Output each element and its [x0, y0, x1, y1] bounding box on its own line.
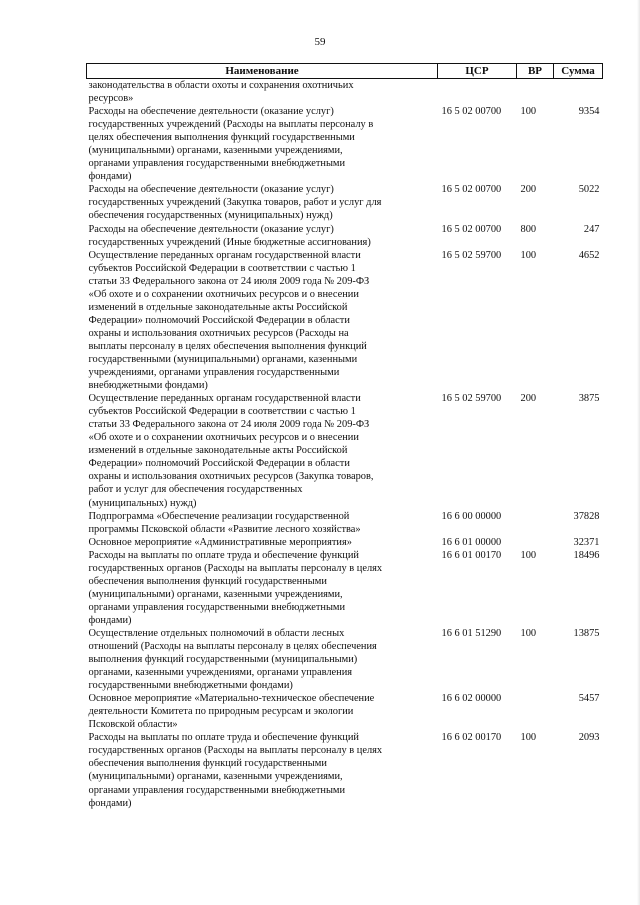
row-name-line: Основное мероприятие «Административные мероприятия»	[88, 536, 352, 548]
row-vr-cell: 800	[520, 223, 537, 235]
table-row	[87, 183, 603, 222]
table-header-row	[87, 64, 603, 79]
row-csr-cell: 16 6 00 00000	[441, 510, 502, 522]
row-vr-cell	[517, 692, 554, 731]
row-name-line: целях обеспечения выполнения функций государственными	[88, 132, 355, 144]
row-sum-cell: 37828	[573, 510, 600, 522]
row-name-line: охраны и использования охотничьих ресурсов (Расходы на	[88, 327, 349, 339]
row-name-line: (муниципальных) нужд)	[88, 497, 197, 509]
row-csr-cell: 16 5 02 59700	[441, 393, 502, 405]
table-row	[87, 627, 603, 692]
row-name-line: Осуществление переданных органам государственной власти	[88, 249, 361, 261]
row-name-line: учреждениями, органами управления государственными	[88, 367, 340, 379]
row-csr-cell	[438, 79, 517, 106]
header-csr: ЦСР	[438, 64, 517, 79]
row-csr-cell: 16 6 02 00000	[441, 693, 502, 705]
row-name-cell	[87, 549, 438, 627]
row-csr-cell: 16 6 01 51290	[441, 627, 502, 639]
row-name-line: Расходы на обеспечение деятельности (оказание услуг)	[88, 184, 334, 196]
row-name-line: законодательства в области охоты и сохранения охотничьих	[88, 80, 354, 91]
row-name-cell	[87, 510, 438, 536]
row-csr-cell: 16 6 02 00170	[441, 732, 502, 744]
row-name-line: фондами)	[88, 171, 132, 183]
row-name-line: «Об охоте и о сохранении охотничьих ресурсов и о внесении	[88, 432, 359, 444]
table-row	[87, 536, 603, 549]
row-name-line: (муниципальными) органами, казенными учреждениями,	[88, 771, 343, 783]
row-name-line: Расходы на выплаты по оплате труда и обеспечение функций	[88, 549, 359, 561]
row-name-line: органами, казенными учреждениями, органами управления	[88, 667, 353, 679]
row-sum-cell: 13875	[573, 627, 600, 639]
row-name-line: (муниципальными) органами, казенными учреждениями,	[88, 588, 343, 600]
row-name-line: программы Псковской области «Развитие лесного хозяйства»	[88, 523, 361, 535]
table-row	[87, 392, 603, 509]
row-name-line: субъектов Российской Федерации в соответствии с частью 1	[88, 406, 356, 418]
row-name-line: органами управления государственными внебюджетными	[88, 601, 346, 613]
row-vr-cell: 100	[520, 249, 537, 261]
row-name-cell	[87, 79, 438, 106]
row-name-line: выплаты персоналу в целях обеспечения выполнения функций	[88, 340, 367, 352]
row-vr-cell: 100	[520, 549, 537, 561]
table-row	[87, 549, 603, 627]
row-name-line: внебюджетными фондами)	[88, 380, 208, 392]
row-vr-cell: 200	[520, 184, 537, 196]
row-name-line: государственных органов (Расходы на выплаты персоналу в целях	[88, 562, 383, 574]
row-name-line: государственных учреждений (Закупка товаров, работ и услуг для	[88, 197, 382, 209]
table-row	[87, 249, 603, 393]
row-name-line: Федерации» полномочий Российской Федерации в области	[88, 314, 350, 326]
row-sum-cell: 2093	[578, 732, 600, 744]
row-name-line: изменений в отдельные законодательные акты Российской	[88, 301, 348, 313]
row-name-line: (муниципальными) органами, казенными учреждениями,	[88, 145, 343, 157]
row-name-line: статьи 33 Федерального закона от 24 июля 2009 года № 209-ФЗ	[88, 275, 370, 287]
row-name-line: Расходы на выплаты по оплате труда и обеспечение функций	[88, 732, 359, 744]
row-name-line: работ и услуг для обеспечения государственных	[88, 484, 303, 496]
row-name-line: органами управления государственными внебюджетными	[88, 784, 346, 796]
row-name-line: выполнения функций государственными (муниципальными)	[88, 654, 358, 666]
row-vr-cell	[517, 79, 554, 106]
row-sum-cell: 3875	[578, 393, 600, 405]
row-name-line: отношений (Расходы на выплаты персоналу в целях обеспечения	[88, 641, 377, 653]
row-csr-cell: 16 6 01 00000	[441, 536, 502, 548]
row-name-line: обеспечения выполнения функций государственными	[88, 575, 327, 587]
row-vr-cell: 100	[520, 106, 537, 118]
header-vr: ВР	[517, 64, 554, 79]
row-csr-cell: 16 6 01 00170	[441, 549, 502, 561]
row-sum-cell: 5457	[578, 693, 600, 705]
row-name-line: обеспечения выполнения функций государственными	[88, 758, 327, 770]
row-sum-cell: 247	[583, 223, 600, 235]
row-name-cell	[87, 223, 438, 249]
row-sum-cell: 32371	[573, 536, 600, 548]
row-name-line: охраны и использования охотничьих ресурсов (Закупка товаров,	[88, 471, 374, 483]
row-vr-cell: 100	[520, 627, 537, 639]
row-name-line: фондами)	[88, 614, 132, 626]
row-name-line: Федерации» полномочий Российской Федерации в области	[88, 458, 350, 470]
row-name-line: изменений в отдельные законодательные акты Российской	[88, 445, 348, 457]
row-name-cell	[87, 183, 438, 222]
row-name-line: органами управления государственными внебюджетными	[88, 158, 346, 170]
row-name-cell	[87, 692, 438, 731]
budget-table	[86, 63, 603, 810]
row-name-line: деятельности Комитета по природным ресурсам и экологии	[88, 706, 354, 718]
row-name-line: Псковской области»	[88, 719, 178, 731]
table-row	[87, 731, 603, 809]
page-number: 59	[314, 36, 326, 48]
row-name-line: обеспечения государственных (муниципальных) нужд)	[88, 210, 333, 222]
row-name-line: государственными (муниципальными) органами, казенными	[88, 353, 358, 365]
table-row	[87, 510, 603, 536]
row-name-line: государственных органов (Расходы на выплаты персоналу в целях	[88, 745, 383, 757]
row-name-cell	[87, 249, 438, 393]
table-body	[87, 79, 603, 810]
table-row	[87, 223, 603, 249]
row-csr-cell: 16 5 02 00700	[441, 106, 502, 118]
row-sum-cell: 5022	[578, 184, 600, 196]
row-name-line: государственных учреждений (Расходы на выплаты персоналу в	[88, 119, 374, 131]
row-csr-cell: 16 5 02 59700	[441, 249, 502, 261]
row-vr-cell: 200	[520, 393, 537, 405]
row-name-line: Осуществление отдельных полномочий в области лесных	[88, 627, 345, 639]
row-sum-cell	[554, 79, 603, 106]
row-name-cell	[87, 105, 438, 183]
row-vr-cell	[517, 510, 554, 536]
row-name-line: государственными внебюджетными фондами)	[88, 680, 293, 692]
row-name-line: фондами)	[88, 797, 132, 809]
header-sum: Сумма	[554, 64, 603, 79]
row-name-cell	[87, 392, 438, 509]
row-name-line: статьи 33 Федерального закона от 24 июля 2009 года № 209-ФЗ	[88, 419, 370, 431]
header-name: Наименование	[87, 64, 438, 79]
row-csr-cell: 16 5 02 00700	[441, 184, 502, 196]
row-name-line: Основное мероприятие «Материально-техническое обеспечение	[88, 693, 375, 705]
row-name-line: ресурсов»	[88, 93, 134, 105]
row-name-line: Осуществление переданных органам государственной власти	[88, 393, 361, 405]
row-name-line: Подпрограмма «Обеспечение реализации государственной	[88, 510, 350, 522]
table-row	[87, 692, 603, 731]
table-row	[87, 79, 603, 106]
row-sum-cell: 4652	[578, 249, 600, 261]
row-vr-cell: 100	[520, 732, 537, 744]
budget-table-wrapper	[86, 63, 602, 810]
row-name-line: субъектов Российской Федерации в соответствии с частью 1	[88, 262, 356, 274]
row-name-line: государственных учреждений (Иные бюджетные ассигнования)	[88, 236, 371, 248]
table-row	[87, 105, 603, 183]
row-csr-cell: 16 5 02 00700	[441, 223, 502, 235]
row-vr-cell	[517, 536, 554, 549]
row-name-cell	[87, 536, 438, 549]
row-name-cell	[87, 627, 438, 692]
row-sum-cell: 9354	[578, 106, 600, 118]
row-name-line: Расходы на обеспечение деятельности (оказание услуг)	[88, 223, 334, 235]
row-sum-cell: 18496	[573, 549, 600, 561]
row-name-line: Расходы на обеспечение деятельности (оказание услуг)	[88, 106, 334, 118]
row-name-cell	[87, 731, 438, 809]
row-name-line: «Об охоте и о сохранении охотничьих ресурсов и о внесении	[88, 288, 359, 300]
